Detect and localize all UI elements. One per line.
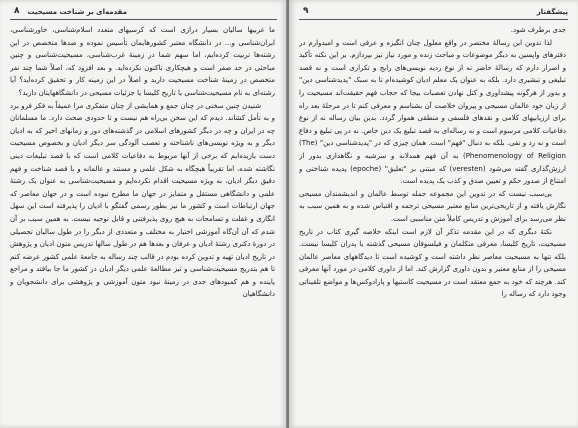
right-page xyxy=(289,0,578,428)
left-running-title: مقدمه‌ای بر شناخت مسیحیت xyxy=(27,8,127,16)
right-page-number: ۹ xyxy=(303,6,309,16)
left-header-rule xyxy=(10,19,277,20)
right-paragraph-2: لذا تدوین این رسالهٔ مختصر در واقع معلول چنان انگیزه و عرفی است و امیدوارم در دفترهای واپسین به دیگر موضوعات و مباحث زنده و مورد نیاز نیز بپردازم. بر این نکته تأکید و اصرار دارم که رسالهٔ حاضر نه از نوع ردیه نویسی‌های رایج و تکراری است و نه قصد تبلیغی و تبشیری دارد. بلکه به عنوان یک معلم ادیان کوشیده‌ام تا به سبک "پدیدشناسی دین" و بدور از هرگونه پیشداوری و کتل نهادن تعصبات بیجا که حجاب فهم حقیقت‌اند مسیحیت را از زبان خود عالمان مسیحی و پیروان خلاصت آن بشناسم و معرفی کنم تا در مرحلهٔ بعد راه برای ارزیابیهای کلامی و نقدهای فلسفی و منطقی هموار گردد. بدین بیان رساله نه از نوع دفاعیات کلامی مرسوم است و نه رساله‌ای به قصد تبلیغ یک دین خاص. نه در پی تبلیغ و دفاع است و نه رد و نفی. بلکه به دنبال "فهم" است. همان چیزی که در "پدیدشناسی دین" (The) Phenomenology of Religion) به آن فهم همدلانه و سرشیه و نگاهداری بدور از ارزش‌گذاری گفته می‌شود (veresten) که مبتنی بر "تعلیق" (epoche) پدیده شناختی و امتناع از صدور حکم و تعیین صدق و کذب یک پدیده است. xyxy=(299,38,566,186)
left-running-head xyxy=(10,6,277,20)
right-running-head xyxy=(299,6,568,20)
right-body-text xyxy=(299,24,566,422)
left-page xyxy=(0,0,287,428)
left-page-number: ۸ xyxy=(14,6,20,16)
right-running-title: پیشگفتار xyxy=(536,8,568,16)
right-paragraph-3: بی‌سبب نیست که در تدوین این مجموعه جمله توسط عالمان و اندیشمندان مسیحی نگارش یافته و از تاریخی‌ترین منابع معتبر مسیحی ترجمه و اقتباس شده و به همین سبب به نظر می‌رسد برای آموزش و تدریس کاملاً متن مناسبی است. xyxy=(299,189,566,223)
left-paragraph-2: شنیدن چنین سخنی در چنان جمع و همایشی از چنان متفکری مرا عمیقاً به فکر فرو برد و به تأمل کشاند. دیدم که این سخن بی‌راه هم نیست و تا حدودی صحت دارد. ما مسلمانان چه در ایران و چه در دیگر کشورهای اسلامی در گذشته‌های دور و زمانهای اخیر که به ادیان دیگر و به ویژه نویسی‌های ناشناخته و تعصب آلودگی سر دیگر ادیان و بخصوص مسیحیت دست یازیده‌ایم که برخی از آنها مربوط به دفاعیات کلامی است که با قصد تبلیغات دینی نگاشته شده، اما تقریباً هیچگاه به شکل علمی و مستند و عالمانه و با قصد شناخت و فهم دقیق دیگر ادیان، به ویژه مسیحیت اقدام نکرده‌ایم و مسیحیت‌شناسی به عنوان یک رشتهٔ علمی و دانشگاهی مستقل و متمایز در جهان ما مطرح نبوده است و در جهان معاصر که جهان ارتباطات است و کشور ما نیز بطور رسمی گفتگو با ادیان را پذیرفته است این سهل انگاری و غفلت و تسامحات به هیچ روی پذیرفتنی و قابل توجیه نیست. به همین سبب بر آن شدم که آن آن‌گاه آموزشی اختیار به مختلف و متعددی از دیگر را در طول سالیان تحصیلی در دورهٔ دکتری رشتهٔ ادیان و عرفان و بعدها هم در طول سالها تدریس متون ادیان و پژوهش در تاریخ ادیان تهیه و تدوین کرده بودم در قالب چند رساله به جامعهٔ علمی کشور عرضه کنم تا هم بتدریج مسیحیت‌شناسی و تیز مطالعهٔ علمی دیگر ادیان در کشور ما جا بیافتد و مراجع پاینده و هم کمبودهای جدی در زمینهٔ نبود متون آموزشی و پژوهشی برای دانشجویان و دانشگاهیان xyxy=(10,101,275,299)
left-body-text xyxy=(10,24,275,422)
right-header-rule xyxy=(299,19,568,20)
left-paragraph-1: ما غربیها سالیان بسیار درازی است که کرسیهای متعدد اسلام‌شناسی، خاورشناسی، ایران‌شناسی و... در دانشگاه معتبر کشورهایمان تأسیس نموده و صدها متخصص در این رشته‌ها تربیت کرده‌ایم، اما سهم شما در زمینهٔ غرب‌شناسی، مسیحیت‌شناسی و چنین مباحثی در حد صفر است و هیچکاری تاکنون نکرده‌اید. و بعد افزود که، اصلاً شما چند نفر متخصص در زمینهٔ شناخت مسیحیت دارید و اصلاً در این زمینه کار و تحقیق کرده‌اید؟ آیا رشته‌ای به نام مسیحیت‌شناسی یا تاریخ کلیسا یا جزئیات مسیحی در دانشگاههایتان دارید؟ xyxy=(10,26,275,97)
right-paragraph-4: نکتهٔ دیگری که در این مقدمه تذکر آن لازم است اینکه خلاصه گیری کتاب در تاریخ مسیحیت، تاریخ کلیسا، معرفی متکلمان و فیلسوفان مسیحی گذشته یا پدران کلیسا نیست. بلکه تنها به مسیحیت معاصر نظر داشته است و کوشیده است تا دیدگاههای معاصر عالمان مسیحی را از منابع معتبر و بدون داوری گزارش کند. اما از داوری کلامی در مورد آنها معرفی کند. هرچند که خود به جمع معتقد است در مسیحیت کاستیها و پارادوکس‌ها و مواضع تلقیناتی وجود دارد که رساله را xyxy=(299,227,566,299)
right-paragraph-1: جدی برطرف شود. xyxy=(510,26,566,34)
